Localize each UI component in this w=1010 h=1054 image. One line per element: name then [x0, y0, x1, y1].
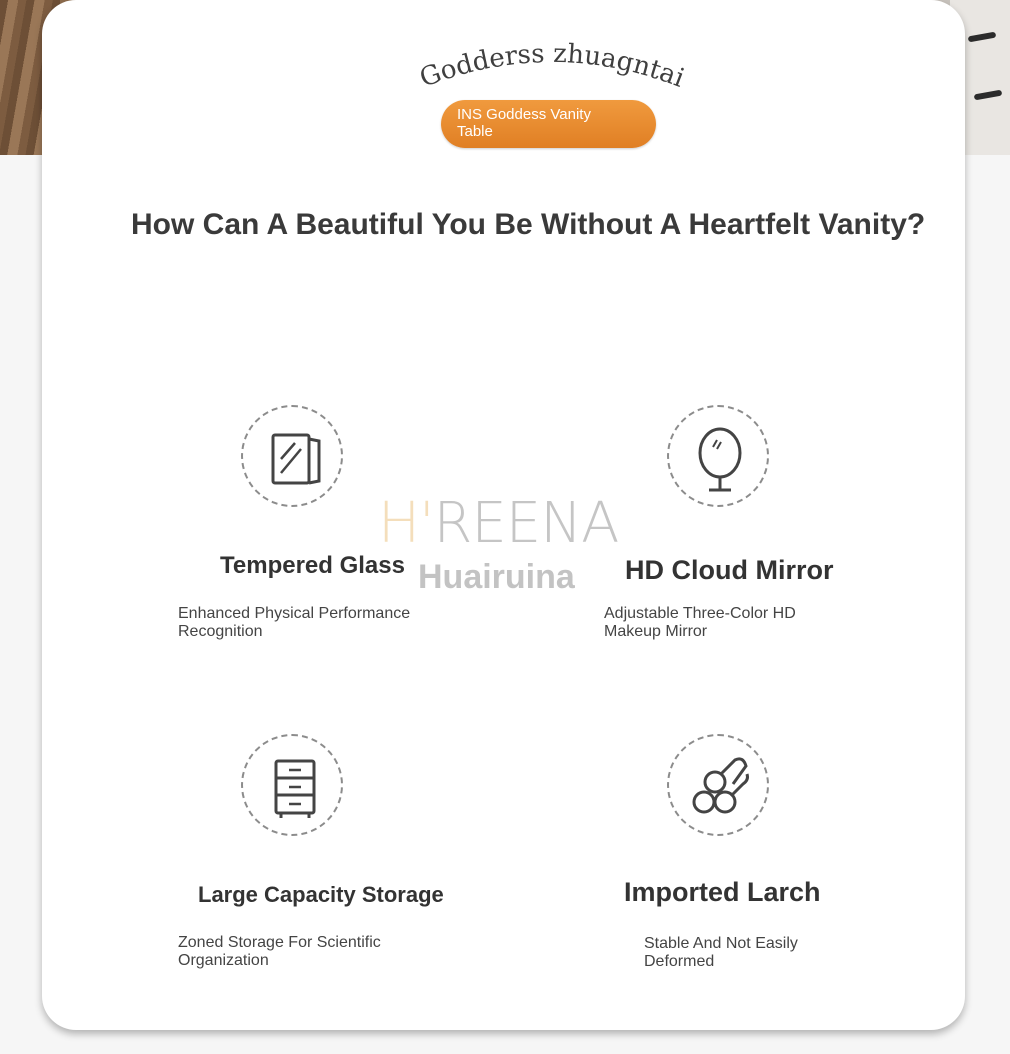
rug-pattern-mark [974, 90, 1003, 101]
feature-desc-tempered-glass: Enhanced Physical Performance Recognition [178, 605, 411, 640]
drawer-cabinet-icon [241, 734, 343, 836]
feature-title-large-capacity-storage: Large Capacity Storage [198, 882, 444, 907]
feature-card [42, 0, 965, 1030]
rug-pattern-mark [968, 32, 997, 43]
page-headline: How Can A Beautiful You Be Without A Heartfelt Vanity? [131, 208, 926, 241]
watermark-subtitle: Huairuina [418, 558, 575, 596]
tempered-glass-icon [241, 405, 343, 507]
feature-title-hd-cloud-mirror: HD Cloud Mirror [625, 555, 834, 585]
feature-title-imported-larch: Imported Larch [624, 877, 821, 907]
brand-badge-text: INS Goddess Vanity Table [457, 106, 591, 140]
feature-title-tempered-glass: Tempered Glass [220, 552, 405, 579]
brand-arc-title [412, 28, 692, 98]
feature-desc-hd-cloud-mirror: Adjustable Three-Color HD Makeup Mirror [604, 605, 796, 640]
feature-desc-large-capacity-storage: Zoned Storage For Scientific Organization [178, 934, 381, 969]
feature-desc-imported-larch: Stable And Not Easily Deformed [644, 935, 798, 970]
brand-watermark [378, 491, 623, 604]
mirror-icon [667, 405, 769, 507]
brand-badge [441, 100, 656, 148]
watermark-logo: H'REENA [378, 491, 619, 556]
brand-arc-text: Godderss zhuagntai [415, 38, 689, 94]
wood-logs-icon [667, 734, 769, 836]
